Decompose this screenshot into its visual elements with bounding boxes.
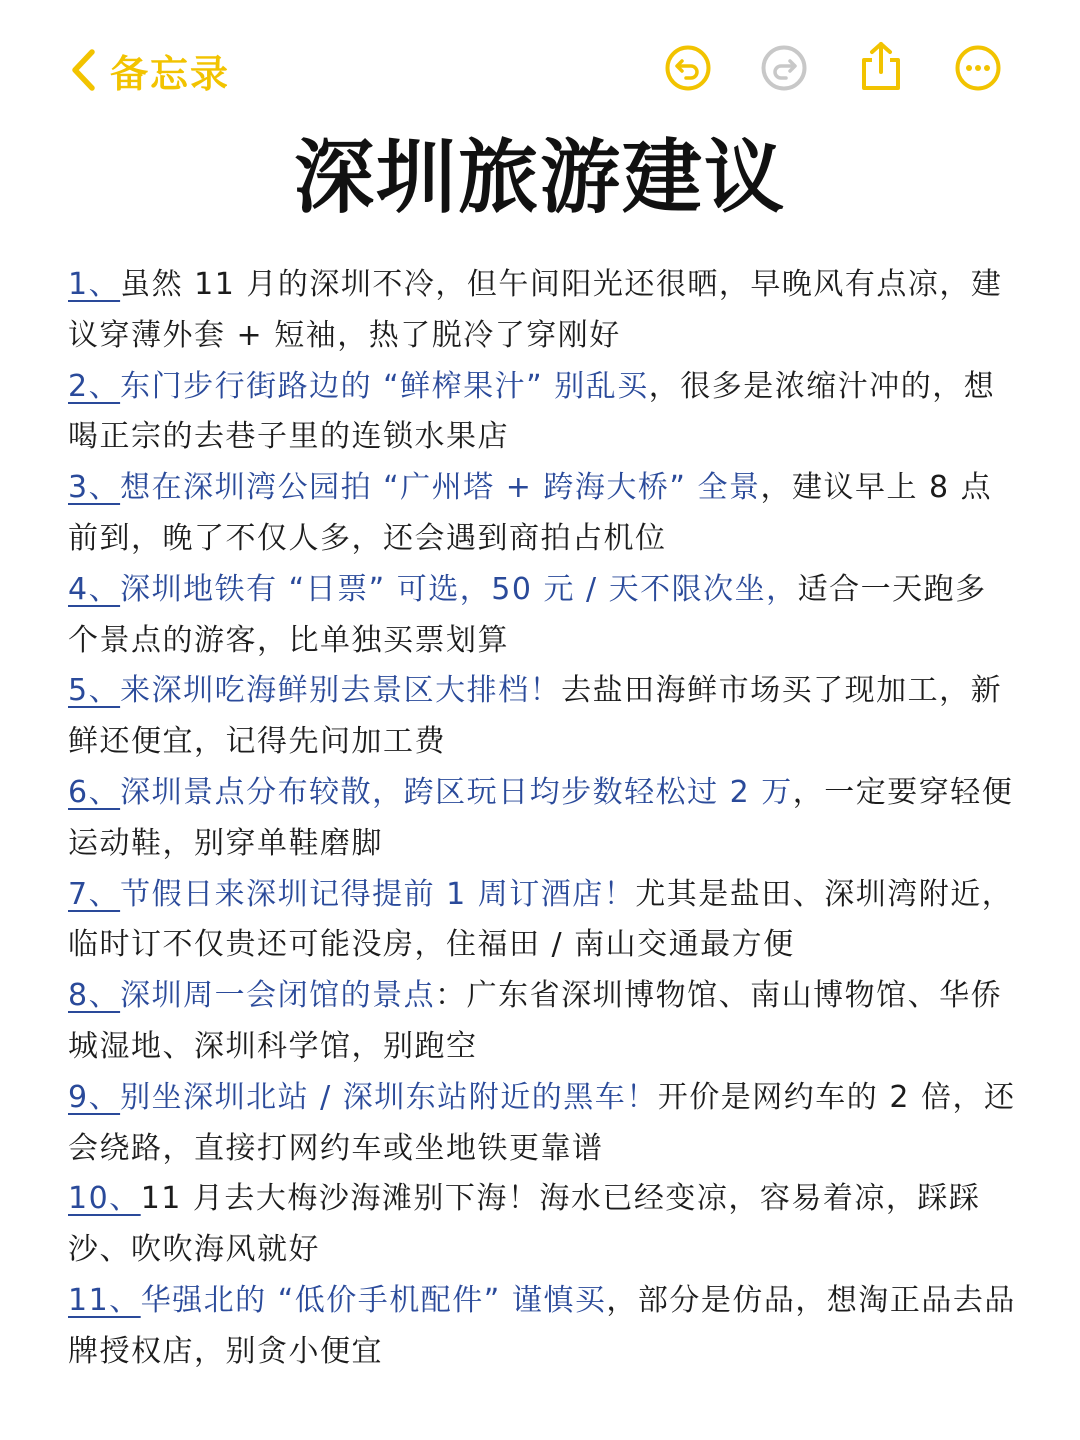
tip-body-text: 去盐田海鲜市场买了现加工，新鲜还便宜，记得先问加工费 — [68, 673, 1003, 760]
tip-item — [68, 260, 1018, 362]
more-icon — [954, 44, 1002, 92]
chevron-left-icon — [70, 48, 96, 92]
tip-number-link[interactable]: 4、 — [68, 571, 121, 607]
back-button[interactable] — [70, 38, 230, 102]
tip-highlight-text: 别坐深圳北站 / 深圳东站附近的黑车！ — [120, 1079, 658, 1115]
tip-number-link[interactable]: 7、 — [68, 876, 121, 912]
tip-number-link[interactable]: 1、 — [68, 267, 121, 302]
tip-body-text: ，部分是仿品，想淘正品去品牌授权店，别贪小便宜 — [68, 1282, 1016, 1369]
tip-number-link[interactable]: 2、 — [68, 368, 121, 404]
tip-body-text: 尤其是盐田、深圳湾附近，临时订不仅贵还可能没房，住福田 / 南山交通最方便 — [68, 876, 1014, 963]
tip-item — [68, 463, 1018, 565]
tip-highlight-text: 深圳地铁有 “日票” 可选，50 元 / 天不限次坐， — [120, 571, 798, 607]
tip-body-text: 11 月去大梅沙海滩别下海！海水已经变凉，容易着凉，踩踩沙、吹吹海风就好 — [68, 1181, 981, 1268]
tip-number-link[interactable]: 3、 — [68, 470, 121, 506]
tip-highlight-text: 华强北的 “低价手机配件” 谨慎买 — [140, 1282, 607, 1318]
tip-item — [68, 1174, 1018, 1276]
redo-button[interactable] — [760, 44, 808, 92]
tip-highlight-text: 来深圳吃海鲜别去景区大排档！ — [120, 673, 562, 709]
note-title: 深圳旅游建议 — [294, 131, 786, 224]
tip-body-text: 开价是网约车的 2 倍，还会绕路，直接打网约车或坐地铁更靠谱 — [68, 1079, 1016, 1166]
tip-number-link[interactable]: 5、 — [68, 673, 121, 709]
tip-body-text: 适合一天跑多个景点的游客，比单独买票划算 — [68, 571, 987, 658]
tip-item — [68, 565, 1018, 667]
tip-highlight-text: 深圳景点分布较散，跨区玩日均步数轻松过 2 万 — [120, 774, 793, 810]
undo-button[interactable] — [664, 44, 712, 92]
undo-icon — [664, 44, 712, 92]
tip-item — [68, 666, 1018, 768]
tip-item — [68, 971, 1018, 1073]
tip-body-text: ，很多是浓缩汁冲的，想喝正宗的去巷子里的连锁水果店 — [68, 368, 996, 455]
note-toolbar — [0, 0, 1080, 130]
tip-item — [68, 1276, 1018, 1378]
tip-number-link[interactable]: 8、 — [68, 978, 121, 1014]
tip-number-link[interactable]: 11、 — [68, 1282, 141, 1318]
tip-body-text: 虽然 11 月的深圳不冷，但午间阳光还很晒，早晚风有点凉，建议穿薄外套 + 短袖，热了脱冷了穿刚好 — [68, 267, 1003, 353]
tip-body-text: ，一定要穿轻便运动鞋，别穿单鞋磨脚 — [68, 774, 1014, 861]
tips-list — [68, 260, 1018, 1378]
tip-item — [68, 870, 1018, 972]
share-icon — [858, 40, 904, 92]
tip-body-text: ：广东省深圳博物馆、南山博物馆、华侨城湿地、深圳科学馆，别跑空 — [68, 978, 1003, 1064]
more-button[interactable] — [954, 44, 1002, 92]
tip-number-link[interactable]: 10、 — [68, 1181, 141, 1217]
tip-highlight-text: 想在深圳湾公园拍 “广州塔 + 跨海大桥” 全景 — [120, 470, 761, 506]
tip-number-link[interactable]: 6、 — [68, 774, 121, 810]
tip-body-text: ，建议早上 8 点前到，晚了不仅人多，还会遇到商拍占机位 — [68, 470, 993, 556]
tip-highlight-text: 节假日来深圳记得提前 1 周订酒店！ — [120, 876, 636, 912]
tip-item — [68, 1073, 1018, 1175]
tip-number-link[interactable]: 9、 — [68, 1079, 121, 1115]
tip-highlight-text: 东门步行街路边的 “鲜榨果汁” 别乱买 — [120, 368, 649, 404]
tip-item — [68, 362, 1018, 464]
tip-item — [68, 768, 1018, 870]
redo-icon — [760, 44, 808, 92]
tip-highlight-text: 深圳周一会闭馆的景点 — [120, 978, 436, 1014]
back-label: 备忘录 — [110, 51, 231, 96]
share-button[interactable] — [858, 40, 904, 92]
